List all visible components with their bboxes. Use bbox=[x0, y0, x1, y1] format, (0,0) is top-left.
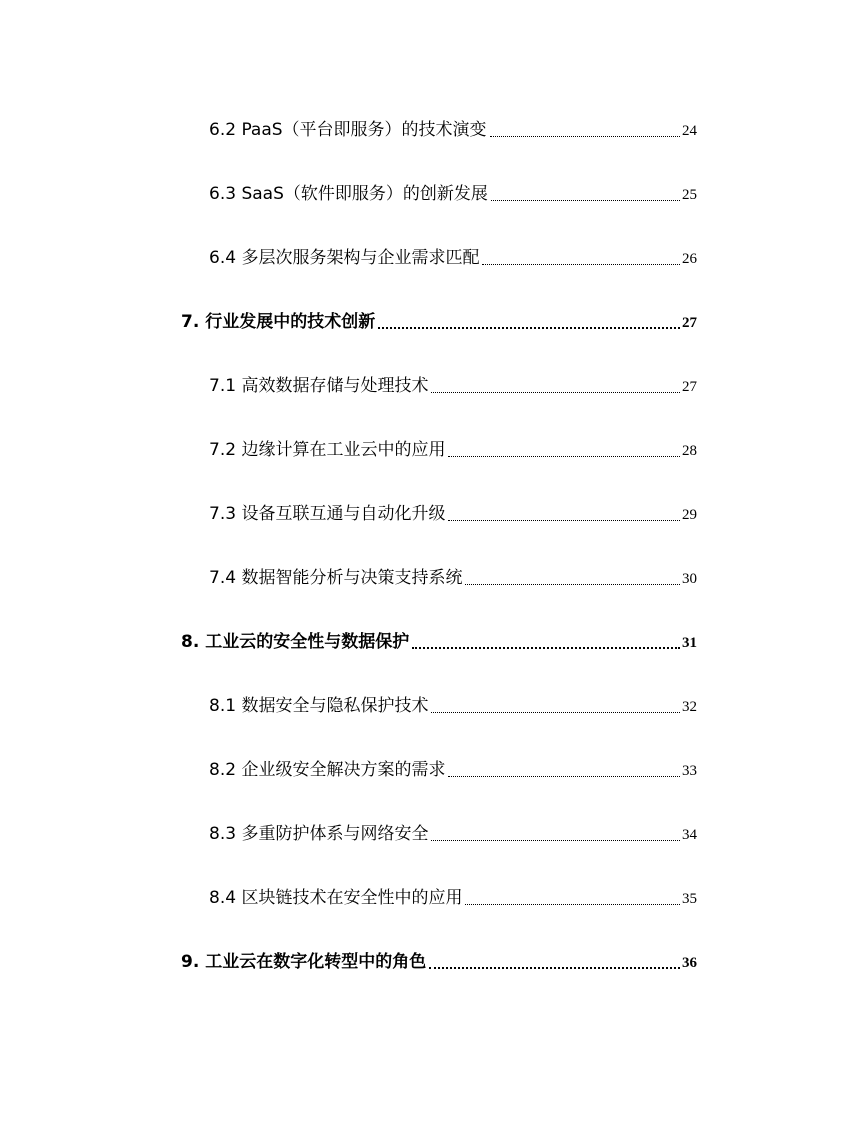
toc-chapter-entry[interactable] bbox=[181, 950, 697, 974]
toc-entry[interactable] bbox=[209, 118, 697, 142]
toc-chapter-title: 7. 行业发展中的技术创新 bbox=[181, 312, 376, 332]
dot-leader bbox=[412, 647, 680, 649]
toc-entry[interactable] bbox=[209, 246, 697, 270]
toc-entry[interactable] bbox=[209, 566, 697, 590]
toc-page-number: 30 bbox=[682, 571, 697, 587]
toc-entry[interactable] bbox=[209, 822, 697, 846]
toc-page-number: 25 bbox=[682, 187, 697, 203]
toc-entry[interactable] bbox=[209, 374, 697, 398]
toc-page-number: 31 bbox=[682, 635, 697, 651]
toc-entry-title: 7.2 边缘计算在工业云中的应用 bbox=[209, 440, 446, 460]
toc-page-number: 34 bbox=[682, 827, 697, 843]
toc-entry-title: 8.2 企业级安全解决方案的需求 bbox=[209, 760, 446, 780]
toc-entry-title: 7.4 数据智能分析与决策支持系统 bbox=[209, 568, 463, 588]
toc-page-number: 32 bbox=[682, 699, 697, 715]
toc-entry-title: 8.3 多重防护体系与网络安全 bbox=[209, 824, 429, 844]
toc-entry[interactable] bbox=[209, 758, 697, 782]
toc-entry[interactable] bbox=[209, 438, 697, 462]
toc-page-number: 35 bbox=[682, 891, 697, 907]
toc-chapter-title: 9. 工业云在数字化转型中的角色 bbox=[181, 952, 427, 972]
toc-page-number: 27 bbox=[682, 379, 697, 395]
toc-page-number: 36 bbox=[682, 955, 697, 971]
dot-leader bbox=[431, 712, 680, 713]
dot-leader bbox=[429, 967, 680, 969]
toc-entry-title: 8.4 区块链技术在安全性中的应用 bbox=[209, 888, 463, 908]
dot-leader bbox=[448, 520, 680, 521]
toc-page-number: 26 bbox=[682, 251, 697, 267]
dot-leader bbox=[431, 392, 680, 393]
toc-entry-title: 8.1 数据安全与隐私保护技术 bbox=[209, 696, 429, 716]
dot-leader bbox=[448, 456, 680, 457]
dot-leader bbox=[378, 327, 680, 329]
toc-entry[interactable] bbox=[209, 694, 697, 718]
toc-entry[interactable] bbox=[209, 886, 697, 910]
toc-entry[interactable] bbox=[209, 502, 697, 526]
toc-entry-title: 6.4 多层次服务架构与企业需求匹配 bbox=[209, 248, 480, 268]
toc-entry-title: 7.3 设备互联互通与自动化升级 bbox=[209, 504, 446, 524]
toc-entry-title: 6.2 PaaS（平台即服务）的技术演变 bbox=[209, 120, 487, 140]
toc-page-number: 29 bbox=[682, 507, 697, 523]
toc-entry-title: 6.3 SaaS（软件即服务）的创新发展 bbox=[209, 184, 488, 204]
dot-leader bbox=[490, 136, 680, 137]
toc-page-number: 24 bbox=[682, 123, 697, 139]
toc-entry-title: 7.1 高效数据存储与处理技术 bbox=[209, 376, 429, 396]
toc-page-number: 33 bbox=[682, 763, 697, 779]
dot-leader bbox=[491, 200, 680, 201]
toc-page-number: 28 bbox=[682, 443, 697, 459]
dot-leader bbox=[465, 904, 680, 905]
dot-leader bbox=[448, 776, 680, 777]
toc-page-number: 27 bbox=[682, 315, 697, 331]
toc-chapter-entry[interactable] bbox=[181, 630, 697, 654]
toc-chapter-entry[interactable] bbox=[181, 310, 697, 334]
dot-leader bbox=[465, 584, 680, 585]
toc-chapter-title: 8. 工业云的安全性与数据保护 bbox=[181, 632, 410, 652]
dot-leader bbox=[431, 840, 680, 841]
dot-leader bbox=[482, 264, 680, 265]
toc-entry[interactable] bbox=[209, 182, 697, 206]
